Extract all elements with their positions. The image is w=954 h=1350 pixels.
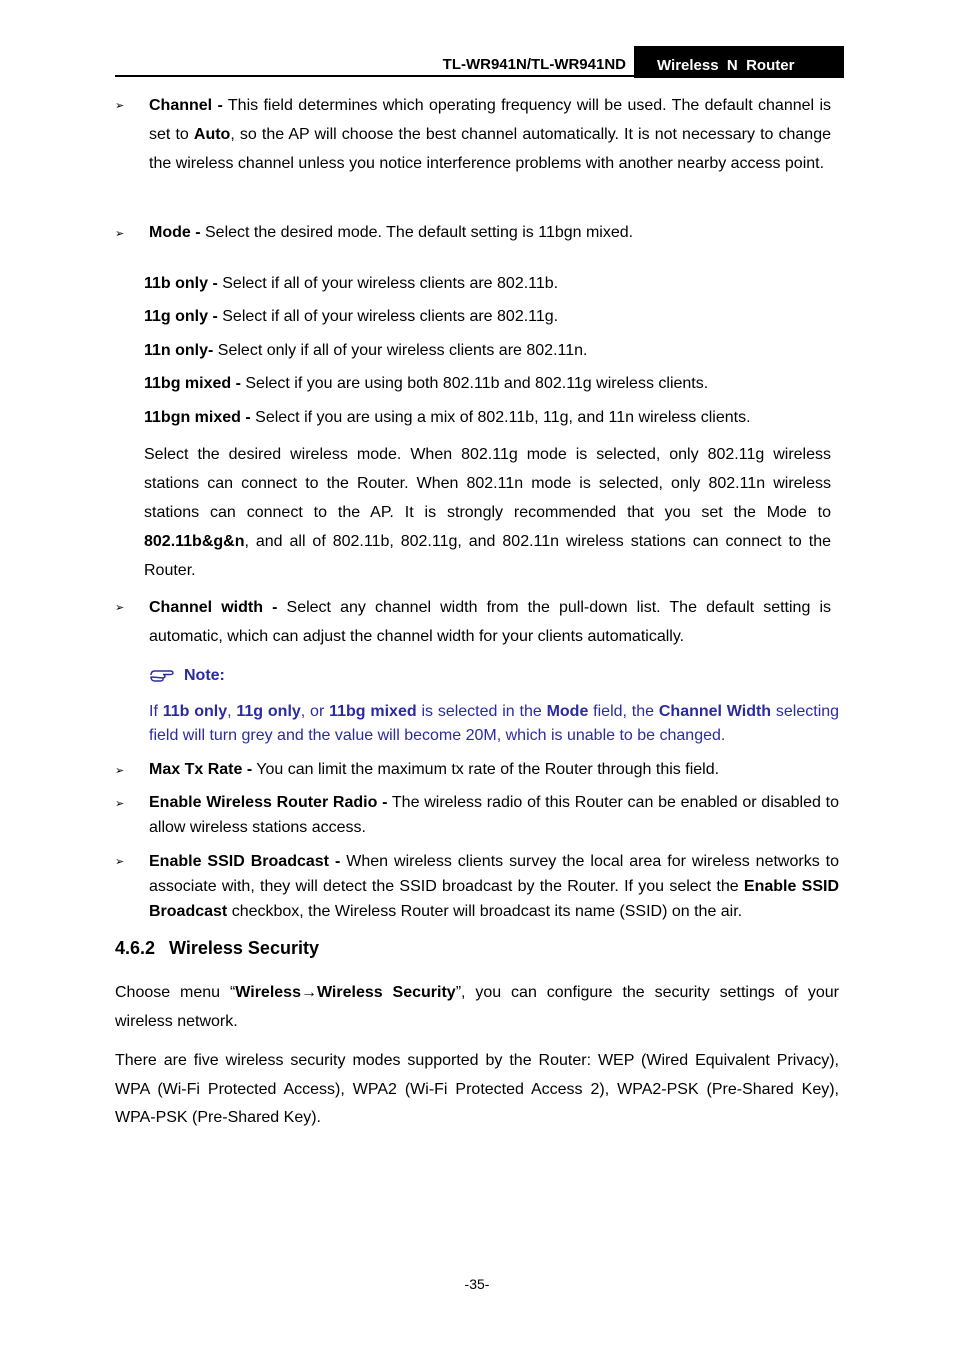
section-number: 4.6.2 bbox=[115, 938, 156, 958]
mode-option-label: 11b only - bbox=[144, 275, 218, 292]
bullet-icon: ➢ bbox=[115, 602, 125, 614]
channel-width-text: Select any channel width from the pull-down list. The default setting is automatic, which can adjust the channel width for your clients automatically. bbox=[149, 599, 832, 645]
page-number: -35- bbox=[464, 1276, 490, 1292]
mode-option-label: 11bg mixed - bbox=[144, 375, 241, 392]
note-bold: Mode bbox=[546, 703, 589, 720]
bullet-icon: ➢ bbox=[115, 856, 125, 868]
section-title: Wireless Security bbox=[169, 938, 319, 958]
ssid-bold: Enable SSID Broadcast bbox=[149, 878, 839, 920]
mode-option-label: 11g only - bbox=[144, 308, 218, 325]
channel-label: Channel - bbox=[149, 97, 223, 114]
channel-auto: Auto bbox=[193, 125, 231, 143]
choose-menu-text: Choose menu “ bbox=[115, 984, 236, 1001]
mode-option-label: 11bgn mixed - bbox=[144, 409, 251, 426]
section-heading bbox=[115, 938, 319, 959]
bullet-icon: ➢ bbox=[115, 228, 125, 240]
ssid-text-cont: checkbox, the Wireless Router will broadcast its name (SSID) on the air. bbox=[227, 903, 743, 920]
bullet-icon: ➢ bbox=[115, 100, 125, 112]
mode-option-text: Select if you are using both 802.11b and 802.11g wireless clients. bbox=[240, 375, 709, 392]
mode-option bbox=[144, 341, 587, 361]
note-bold: 11b only bbox=[162, 703, 228, 720]
mode-label: Mode - bbox=[149, 224, 201, 241]
note-bold: 11bg mixed bbox=[329, 703, 417, 720]
header-rule bbox=[115, 75, 844, 77]
mode-description bbox=[144, 440, 831, 585]
mode-desc-text-cont: , and all of 802.11b, 802.11g, and 802.11n wireless stations can connect to the Router. bbox=[144, 533, 831, 579]
mode-bullet bbox=[149, 222, 831, 244]
channel-width-bullet bbox=[149, 594, 831, 651]
mode-option-label: 11n only- bbox=[144, 342, 214, 359]
mode-option-text: Select if all of your wireless clients are 802.11g. bbox=[217, 308, 559, 325]
pointing-hand-icon bbox=[150, 666, 176, 682]
radio-text: The wireless radio of this Router can be enabled or disabled to allow wireless stations access. bbox=[149, 794, 839, 836]
mode-option-text: Select if all of your wireless clients are 802.11b. bbox=[217, 275, 559, 292]
note-bold: 11g only bbox=[236, 703, 301, 720]
mode-option bbox=[144, 274, 558, 294]
note-text: field, the bbox=[588, 703, 659, 720]
mode-desc-text: Select the desired wireless mode. When 802.11g mode is selected, only 802.11g wireless stations can connect to the Router. When 802.11n mode is selected, only 802.11n wireless stations can connect to the AP. It is strongly recommended that you set the Mode to bbox=[144, 446, 831, 521]
radio-label: Enable Wireless Router Radio - bbox=[149, 794, 388, 811]
security-modes-paragraph: There are five wireless security modes supported by the Router: WEP (Wired Equivalent Privacy), WPA (Wi-Fi Protected Access), WPA2 (Wi-Fi Protected Access 2), WPA2-PSK (Pre-Shared Key), WPA-PSK (Pre-Shared Key). bbox=[115, 1052, 839, 1127]
channel-width-label: Channel width - bbox=[149, 599, 278, 616]
channel-text-cont: , so the AP will choose the best channel automatically. It is not necessary to change the wireless channel unless you notice interference problems with another nearby access point. bbox=[149, 125, 832, 172]
choose-menu-text-cont: ”, you can configure the security settings of your wireless network. bbox=[115, 984, 840, 1030]
note-text: , bbox=[227, 703, 237, 720]
note-text: selecting field will turn grey and the value will become 20M, which is unable to be changed. bbox=[149, 703, 840, 744]
mode-desc-bold: 802.11b&g&n bbox=[144, 533, 245, 550]
note-title: Note: bbox=[184, 667, 225, 684]
ssid-bullet bbox=[149, 849, 839, 924]
mode-option-text: Select if you are using a mix of 802.11b, 11g, and 11n wireless clients. bbox=[250, 409, 751, 426]
channel-text: This field determines which operating frequency will be used. The default channel is set to bbox=[149, 97, 831, 143]
mode-option bbox=[144, 408, 751, 428]
header-product: Wireless N Router bbox=[657, 57, 795, 74]
ssid-label: Enable SSID Broadcast - bbox=[149, 853, 341, 870]
ssid-text: When wireless clients survey the local area for wireless networks to associate with, they will detect the SSID broadcast by the Router. If you select the bbox=[149, 853, 840, 895]
note-bold: Channel Width bbox=[658, 703, 772, 720]
menu-wireless-security: Wireless Security bbox=[316, 984, 456, 1001]
note-text: If bbox=[149, 703, 163, 720]
mode-text: Select the desired mode. The default setting is 11bgn mixed. bbox=[200, 224, 634, 241]
header-product-box bbox=[634, 46, 844, 78]
note-body bbox=[149, 700, 839, 748]
mode-option-text: Select only if all of your wireless clients are 802.11n. bbox=[213, 342, 588, 359]
arrow-icon: → bbox=[300, 984, 317, 1001]
max-tx-label: Max Tx Rate - bbox=[149, 761, 253, 778]
channel-bullet bbox=[149, 92, 831, 178]
menu-wireless: Wireless bbox=[235, 984, 301, 1001]
note-heading bbox=[150, 666, 225, 685]
note-text: is selected in the bbox=[416, 703, 547, 720]
max-tx-text: You can limit the maximum tx rate of the Router through this field. bbox=[252, 761, 720, 778]
radio-bullet bbox=[149, 791, 839, 840]
note-text: , or bbox=[300, 703, 330, 720]
mode-option bbox=[144, 307, 558, 327]
mode-option bbox=[144, 374, 708, 394]
max-tx-bullet bbox=[149, 759, 839, 781]
header-model: TL-WR941N/TL-WR941ND bbox=[442, 56, 626, 73]
bullet-icon: ➢ bbox=[115, 798, 125, 810]
choose-menu-paragraph bbox=[115, 978, 839, 1036]
bullet-icon: ➢ bbox=[115, 765, 125, 777]
